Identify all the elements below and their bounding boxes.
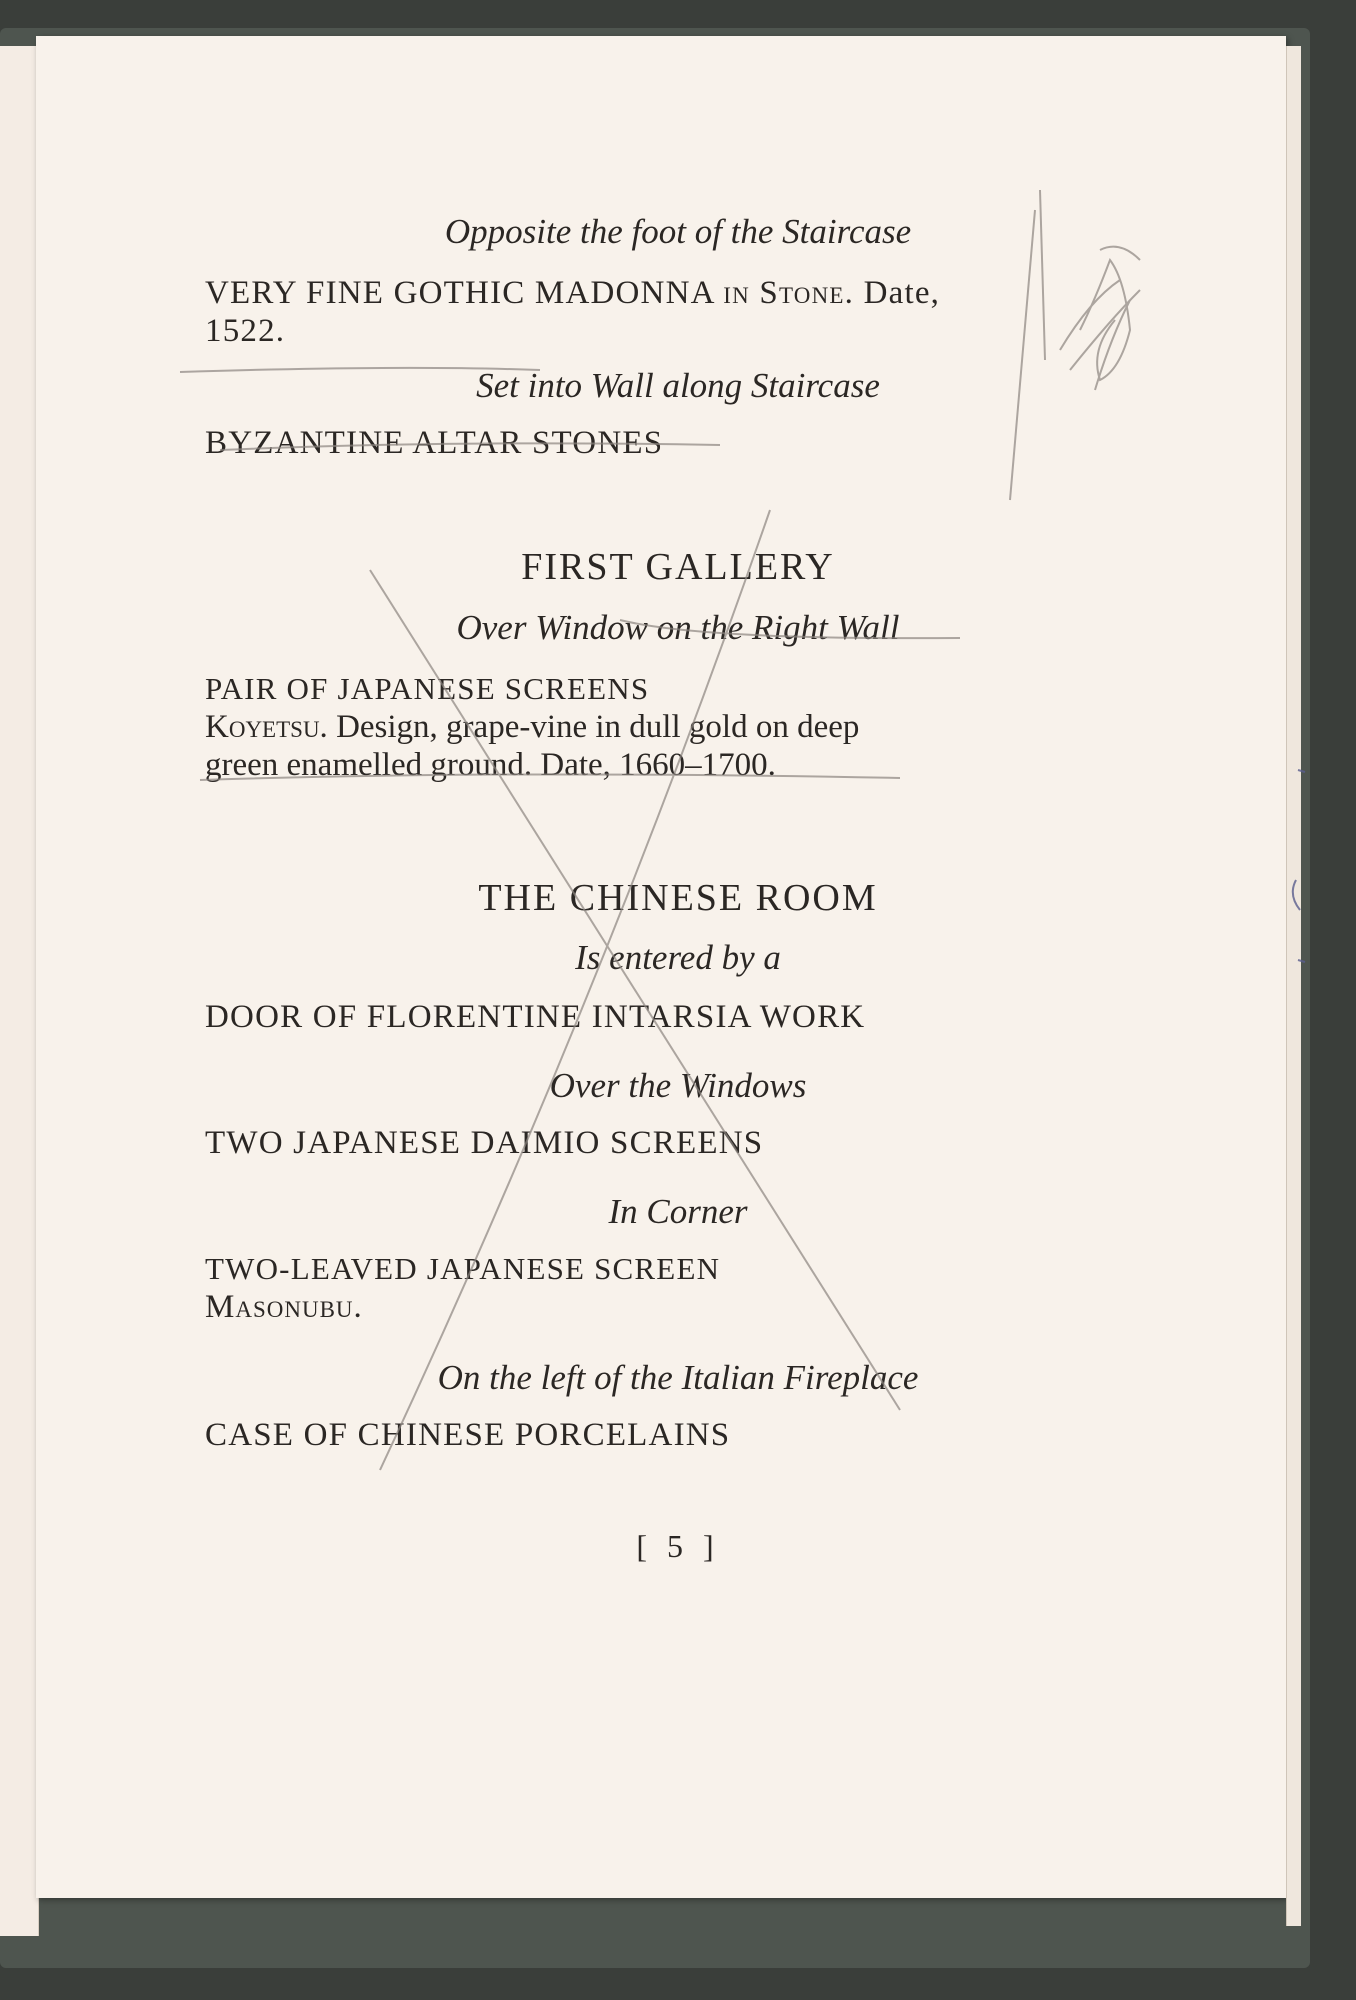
item-chinese-porcelains: CASE OF CHINESE PORCELAINS — [205, 1417, 731, 1453]
right-page-edge — [1286, 46, 1301, 1926]
item-medium: in Stone. — [723, 275, 855, 311]
item-description: Design, grape-vine in dull gold on deep — [336, 709, 860, 745]
item-florentine-door: DOOR OF FLORENTINE INTARSIA WORK — [205, 999, 866, 1035]
item-artist: Koyetsu. — [205, 709, 328, 745]
item-note: Date, — [863, 275, 941, 311]
item-artist: Masonubu. — [205, 1289, 363, 1325]
subhead-wall-staircase: Set into Wall along Staircase — [476, 366, 880, 405]
subhead-staircase-foot: Opposite the foot of the Staircase — [444, 212, 912, 251]
subhead-in-corner: In Corner — [608, 1192, 748, 1231]
subhead-italian-fireplace: On the left of the Italian Fireplace — [437, 1358, 919, 1397]
subhead-over-windows: Over the Windows — [549, 1066, 807, 1105]
subhead-right-wall: Over Window on the Right Wall — [456, 608, 900, 647]
left-page-edge — [0, 46, 39, 1936]
heading-chinese-room: THE CHINESE ROOM — [478, 877, 878, 919]
subhead-entered-by: Is entered by a — [575, 938, 781, 977]
page-number: [ 5 ] — [636, 1528, 720, 1564]
item-note-year: 1522. — [205, 313, 286, 349]
item-gothic-madonna — [205, 274, 1005, 350]
heading-first-gallery: FIRST GALLERY — [521, 546, 835, 588]
item-description-cont: green enamelled ground. Date, 1660–1700. — [205, 747, 776, 783]
item-title: PAIR OF JAPANESE SCREENS — [205, 671, 650, 706]
item-byzantine-altar-stones: BYZANTINE ALTAR STONES — [205, 425, 664, 461]
item-daimio-screens: TWO JAPANESE DAIMIO SCREENS — [205, 1125, 764, 1161]
item-japanese-screens — [205, 670, 1005, 784]
item-title: TWO-LEAVED JAPANESE SCREEN — [205, 1251, 721, 1286]
item-title: VERY FINE GOTHIC MADONNA — [205, 275, 714, 311]
item-two-leaved-screen — [205, 1250, 1005, 1326]
